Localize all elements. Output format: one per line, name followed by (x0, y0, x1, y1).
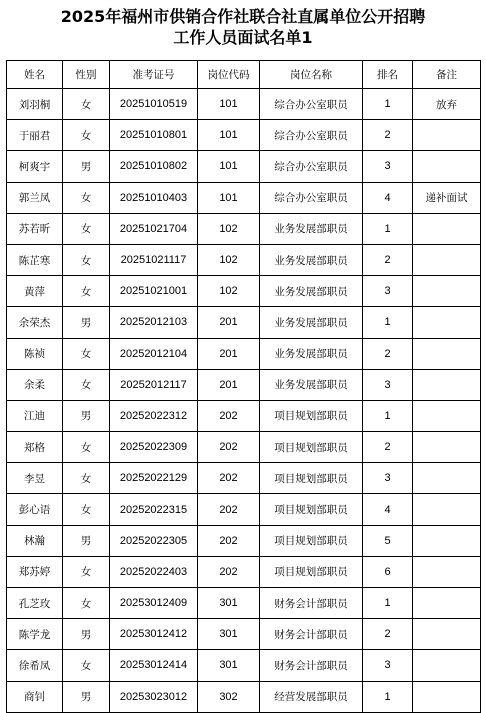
cell-gender: 女 (63, 432, 110, 463)
document-title (0, 0, 486, 52)
cell-position-name: 业务发展部职员 (260, 244, 363, 275)
cell-name: 江迪 (7, 400, 63, 431)
cell-name: 陈学龙 (7, 619, 63, 650)
cell-rank: 3 (363, 151, 413, 182)
cell-rank: 1 (363, 400, 413, 431)
cell-exam-number: 20251010801 (110, 120, 198, 151)
cell-remarks (413, 338, 481, 369)
cell-exam-number: 20252022129 (110, 463, 198, 494)
cell-remarks (413, 681, 481, 712)
cell-position-name: 综合办公室职员 (260, 182, 363, 213)
table-row (7, 338, 481, 369)
cell-position-code: 301 (198, 619, 260, 650)
cell-exam-number: 20251010403 (110, 182, 198, 213)
cell-gender: 女 (63, 182, 110, 213)
cell-name: 苏若昕 (7, 213, 63, 244)
table-row (7, 494, 481, 525)
cell-remarks: 放弃 (413, 89, 481, 120)
cell-position-name: 项目规划部职员 (260, 525, 363, 556)
cell-remarks (413, 151, 481, 182)
cell-gender: 女 (63, 463, 110, 494)
interview-list-table (6, 60, 481, 713)
cell-position-code: 101 (198, 120, 260, 151)
cell-name: 李昱 (7, 463, 63, 494)
cell-position-name: 项目规划部职员 (260, 400, 363, 431)
table-row (7, 681, 481, 712)
cell-rank: 3 (363, 276, 413, 307)
cell-position-name: 项目规划部职员 (260, 556, 363, 587)
cell-exam-number: 20251010802 (110, 151, 198, 182)
cell-rank: 2 (363, 338, 413, 369)
cell-rank: 6 (363, 556, 413, 587)
cell-rank: 5 (363, 525, 413, 556)
cell-name: 孔芝玫 (7, 588, 63, 619)
table-row (7, 650, 481, 681)
cell-name: 于丽君 (7, 120, 63, 151)
cell-position-code: 201 (198, 369, 260, 400)
table-row (7, 151, 481, 182)
cell-exam-number: 20252022315 (110, 494, 198, 525)
cell-gender: 女 (63, 276, 110, 307)
cell-position-name: 综合办公室职员 (260, 151, 363, 182)
cell-exam-number: 20253012409 (110, 588, 198, 619)
cell-position-code: 101 (198, 151, 260, 182)
cell-exam-number: 20253012414 (110, 650, 198, 681)
cell-position-code: 201 (198, 338, 260, 369)
header-position-code: 岗位代码 (198, 61, 260, 89)
cell-remarks (413, 400, 481, 431)
table-row (7, 182, 481, 213)
cell-name: 余荣杰 (7, 307, 63, 338)
cell-rank: 4 (363, 494, 413, 525)
cell-rank: 3 (363, 463, 413, 494)
cell-position-name: 项目规划部职员 (260, 463, 363, 494)
cell-name: 彭心语 (7, 494, 63, 525)
cell-position-name: 业务发展部职员 (260, 213, 363, 244)
table-row (7, 432, 481, 463)
cell-position-code: 201 (198, 307, 260, 338)
header-position-name: 岗位名称 (260, 61, 363, 89)
cell-name: 徐希凤 (7, 650, 63, 681)
cell-name: 余柔 (7, 369, 63, 400)
table-row (7, 244, 481, 275)
table-row (7, 525, 481, 556)
cell-position-name: 综合办公室职员 (260, 120, 363, 151)
cell-position-code: 101 (198, 182, 260, 213)
cell-name: 黄萍 (7, 276, 63, 307)
table-row (7, 588, 481, 619)
cell-rank: 1 (363, 588, 413, 619)
cell-name: 柯爽宇 (7, 151, 63, 182)
cell-position-name: 财务会计部职员 (260, 650, 363, 681)
cell-gender: 女 (63, 650, 110, 681)
table-header-row (7, 61, 481, 89)
cell-gender: 女 (63, 369, 110, 400)
cell-rank: 1 (363, 681, 413, 712)
cell-position-code: 102 (198, 244, 260, 275)
cell-remarks (413, 120, 481, 151)
cell-remarks (413, 244, 481, 275)
cell-gender: 女 (63, 588, 110, 619)
cell-exam-number: 20251021117 (110, 244, 198, 275)
cell-position-code: 101 (198, 89, 260, 120)
cell-name: 商钊 (7, 681, 63, 712)
cell-exam-number: 20252022403 (110, 556, 198, 587)
cell-exam-number: 20252012103 (110, 307, 198, 338)
cell-remarks: 递补面试 (413, 182, 481, 213)
table-row (7, 89, 481, 120)
cell-exam-number: 20252022305 (110, 525, 198, 556)
cell-gender: 男 (63, 151, 110, 182)
table-row (7, 213, 481, 244)
cell-name: 郑格 (7, 432, 63, 463)
cell-position-name: 项目规划部职员 (260, 432, 363, 463)
cell-name: 林瀚 (7, 525, 63, 556)
cell-position-code: 202 (198, 494, 260, 525)
cell-position-name: 业务发展部职员 (260, 276, 363, 307)
cell-gender: 男 (63, 307, 110, 338)
cell-position-code: 301 (198, 650, 260, 681)
cell-position-name: 业务发展部职员 (260, 369, 363, 400)
cell-exam-number: 20251010519 (110, 89, 198, 120)
cell-gender: 女 (63, 120, 110, 151)
cell-name: 郑苏婷 (7, 556, 63, 587)
header-name: 姓名 (7, 61, 63, 89)
cell-position-name: 业务发展部职员 (260, 338, 363, 369)
cell-position-name: 项目规划部职员 (260, 494, 363, 525)
cell-exam-number: 20253023012 (110, 681, 198, 712)
table-row (7, 556, 481, 587)
cell-name: 郭兰凤 (7, 182, 63, 213)
title-line-1: 2025年福州市供销合作社联合社直属单位公开招聘 (60, 7, 426, 26)
cell-position-code: 202 (198, 400, 260, 431)
cell-gender: 女 (63, 556, 110, 587)
header-remarks: 备注 (413, 61, 481, 89)
cell-position-code: 202 (198, 463, 260, 494)
cell-rank: 3 (363, 650, 413, 681)
table-row (7, 400, 481, 431)
cell-remarks (413, 650, 481, 681)
table-row (7, 463, 481, 494)
cell-gender: 女 (63, 494, 110, 525)
cell-position-code: 302 (198, 681, 260, 712)
cell-rank: 2 (363, 432, 413, 463)
cell-remarks (413, 588, 481, 619)
cell-position-name: 经营发展部职员 (260, 681, 363, 712)
cell-remarks (413, 213, 481, 244)
cell-position-code: 301 (198, 588, 260, 619)
cell-rank: 4 (363, 182, 413, 213)
cell-remarks (413, 619, 481, 650)
cell-name: 陈祯 (7, 338, 63, 369)
cell-exam-number: 20251021704 (110, 213, 198, 244)
cell-gender: 女 (63, 244, 110, 275)
cell-remarks (413, 432, 481, 463)
cell-exam-number: 20252012117 (110, 369, 198, 400)
cell-rank: 3 (363, 369, 413, 400)
cell-exam-number: 20252022309 (110, 432, 198, 463)
cell-exam-number: 20251021001 (110, 276, 198, 307)
cell-position-name: 财务会计部职员 (260, 619, 363, 650)
cell-remarks (413, 525, 481, 556)
cell-position-name: 业务发展部职员 (260, 307, 363, 338)
cell-position-code: 102 (198, 276, 260, 307)
cell-remarks (413, 556, 481, 587)
cell-name: 陈芷寒 (7, 244, 63, 275)
cell-rank: 1 (363, 307, 413, 338)
cell-position-name: 综合办公室职员 (260, 89, 363, 120)
cell-position-name: 财务会计部职员 (260, 588, 363, 619)
cell-exam-number: 20253012412 (110, 619, 198, 650)
cell-gender: 男 (63, 681, 110, 712)
cell-gender: 女 (63, 338, 110, 369)
cell-gender: 男 (63, 619, 110, 650)
header-rank: 排名 (363, 61, 413, 89)
cell-position-code: 202 (198, 556, 260, 587)
table-row (7, 120, 481, 151)
cell-position-code: 202 (198, 525, 260, 556)
cell-gender: 女 (63, 213, 110, 244)
table-row (7, 619, 481, 650)
cell-name: 刘羽桐 (7, 89, 63, 120)
cell-remarks (413, 307, 481, 338)
cell-remarks (413, 276, 481, 307)
title-line-2: 工作人员面试名单1 (173, 28, 313, 47)
cell-remarks (413, 369, 481, 400)
header-exam-number: 准考证号 (110, 61, 198, 89)
cell-gender: 女 (63, 89, 110, 120)
table-row (7, 307, 481, 338)
cell-rank: 2 (363, 244, 413, 275)
cell-position-code: 202 (198, 432, 260, 463)
table-row (7, 369, 481, 400)
cell-position-code: 102 (198, 213, 260, 244)
cell-gender: 男 (63, 525, 110, 556)
cell-rank: 1 (363, 213, 413, 244)
cell-remarks (413, 463, 481, 494)
table-row (7, 276, 481, 307)
cell-exam-number: 20252022312 (110, 400, 198, 431)
cell-rank: 2 (363, 619, 413, 650)
cell-remarks (413, 494, 481, 525)
cell-exam-number: 20252012104 (110, 338, 198, 369)
header-gender: 性别 (63, 61, 110, 89)
cell-rank: 2 (363, 120, 413, 151)
cell-gender: 男 (63, 400, 110, 431)
cell-rank: 1 (363, 89, 413, 120)
